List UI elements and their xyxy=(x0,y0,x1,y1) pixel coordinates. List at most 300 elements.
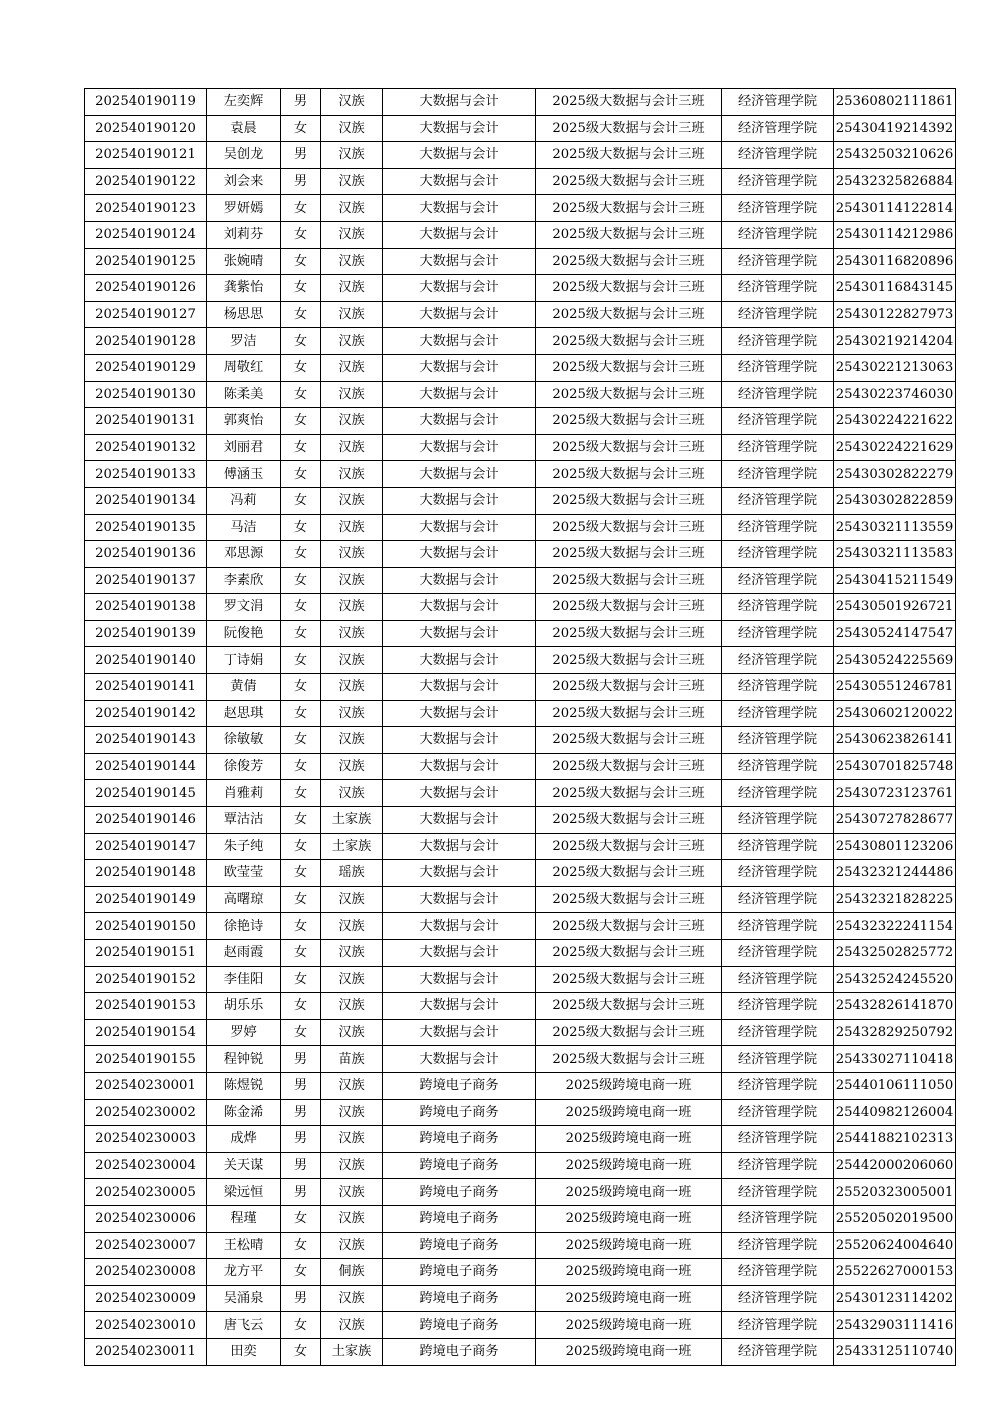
cell-sex: 男 xyxy=(281,1099,321,1126)
cell-student_id: 202540190138 xyxy=(85,594,207,621)
cell-sex: 女 xyxy=(281,221,321,248)
cell-student_id: 202540190130 xyxy=(85,381,207,408)
table-row xyxy=(85,1285,956,1312)
cell-department: 经济管理学院 xyxy=(722,1285,834,1312)
cell-department: 经济管理学院 xyxy=(722,807,834,834)
cell-class: 2025级大数据与会计三班 xyxy=(536,833,722,860)
cell-sex: 女 xyxy=(281,301,321,328)
cell-sex: 女 xyxy=(281,1205,321,1232)
cell-ethnicity: 汉族 xyxy=(321,594,383,621)
cell-department: 经济管理学院 xyxy=(722,993,834,1020)
cell-department: 经济管理学院 xyxy=(722,487,834,514)
cell-exam_number: 25520323005001 xyxy=(834,1179,956,1206)
cell-major: 大数据与会计 xyxy=(383,248,536,275)
cell-ethnicity: 汉族 xyxy=(321,966,383,993)
cell-class: 2025级跨境电商一班 xyxy=(536,1099,722,1126)
cell-student_id: 202540190148 xyxy=(85,860,207,887)
cell-student_id: 202540230005 xyxy=(85,1179,207,1206)
cell-student_id: 202540190135 xyxy=(85,514,207,541)
cell-major: 大数据与会计 xyxy=(383,753,536,780)
cell-student_id: 202540190144 xyxy=(85,753,207,780)
cell-exam_number: 25430419214392 xyxy=(834,115,956,142)
table-row xyxy=(85,913,956,940)
table-row xyxy=(85,461,956,488)
cell-sex: 女 xyxy=(281,275,321,302)
cell-ethnicity: 汉族 xyxy=(321,195,383,222)
cell-ethnicity: 汉族 xyxy=(321,1152,383,1179)
table-row xyxy=(85,807,956,834)
cell-ethnicity: 汉族 xyxy=(321,328,383,355)
cell-name: 冯莉 xyxy=(207,487,281,514)
table-row xyxy=(85,541,956,568)
cell-sex: 女 xyxy=(281,860,321,887)
cell-name: 徐敏敏 xyxy=(207,727,281,754)
cell-name: 肖雅莉 xyxy=(207,780,281,807)
cell-student_id: 202540230006 xyxy=(85,1205,207,1232)
cell-exam_number: 25430623826141 xyxy=(834,727,956,754)
cell-student_id: 202540190143 xyxy=(85,727,207,754)
cell-class: 2025级大数据与会计三班 xyxy=(536,1019,722,1046)
cell-department: 经济管理学院 xyxy=(722,753,834,780)
cell-class: 2025级大数据与会计三班 xyxy=(536,461,722,488)
cell-class: 2025级大数据与会计三班 xyxy=(536,594,722,621)
table-row xyxy=(85,966,956,993)
cell-department: 经济管理学院 xyxy=(722,1338,834,1365)
cell-student_id: 202540190152 xyxy=(85,966,207,993)
cell-student_id: 202540190140 xyxy=(85,647,207,674)
cell-name: 陈煜锐 xyxy=(207,1072,281,1099)
cell-sex: 女 xyxy=(281,514,321,541)
cell-ethnicity: 汉族 xyxy=(321,620,383,647)
cell-department: 经济管理学院 xyxy=(722,1072,834,1099)
cell-exam_number: 25430321113559 xyxy=(834,514,956,541)
cell-major: 大数据与会计 xyxy=(383,833,536,860)
cell-exam_number: 25432524245520 xyxy=(834,966,956,993)
cell-ethnicity: 汉族 xyxy=(321,89,383,116)
cell-student_id: 202540190119 xyxy=(85,89,207,116)
cell-class: 2025级跨境电商一班 xyxy=(536,1126,722,1153)
cell-student_id: 202540190125 xyxy=(85,248,207,275)
cell-sex: 女 xyxy=(281,567,321,594)
cell-class: 2025级大数据与会计三班 xyxy=(536,727,722,754)
cell-name: 梁远恒 xyxy=(207,1179,281,1206)
cell-sex: 女 xyxy=(281,727,321,754)
cell-class: 2025级大数据与会计三班 xyxy=(536,913,722,940)
cell-sex: 女 xyxy=(281,780,321,807)
cell-exam_number: 25430224221622 xyxy=(834,408,956,435)
table-row xyxy=(85,567,956,594)
cell-student_id: 202540230007 xyxy=(85,1232,207,1259)
cell-ethnicity: 瑶族 xyxy=(321,860,383,887)
cell-exam_number: 25432503210626 xyxy=(834,142,956,169)
cell-major: 大数据与会计 xyxy=(383,1019,536,1046)
cell-name: 徐艳诗 xyxy=(207,913,281,940)
cell-student_id: 202540190127 xyxy=(85,301,207,328)
cell-ethnicity: 汉族 xyxy=(321,541,383,568)
cell-ethnicity: 汉族 xyxy=(321,434,383,461)
cell-sex: 女 xyxy=(281,354,321,381)
cell-ethnicity: 汉族 xyxy=(321,221,383,248)
cell-sex: 女 xyxy=(281,807,321,834)
cell-sex: 女 xyxy=(281,381,321,408)
cell-name: 陈柔美 xyxy=(207,381,281,408)
cell-sex: 女 xyxy=(281,886,321,913)
cell-major: 大数据与会计 xyxy=(383,221,536,248)
cell-sex: 女 xyxy=(281,674,321,701)
cell-department: 经济管理学院 xyxy=(722,780,834,807)
table-row xyxy=(85,487,956,514)
cell-department: 经济管理学院 xyxy=(722,541,834,568)
table-row xyxy=(85,168,956,195)
cell-major: 大数据与会计 xyxy=(383,434,536,461)
cell-ethnicity: 汉族 xyxy=(321,940,383,967)
cell-major: 大数据与会计 xyxy=(383,594,536,621)
table-row xyxy=(85,328,956,355)
cell-student_id: 202540230002 xyxy=(85,1099,207,1126)
cell-major: 跨境电子商务 xyxy=(383,1312,536,1339)
cell-major: 大数据与会计 xyxy=(383,674,536,701)
cell-exam_number: 25430415211549 xyxy=(834,567,956,594)
cell-name: 成烨 xyxy=(207,1126,281,1153)
cell-student_id: 202540190149 xyxy=(85,886,207,913)
cell-name: 徐俊芳 xyxy=(207,753,281,780)
cell-exam_number: 25430123114202 xyxy=(834,1285,956,1312)
cell-class: 2025级大数据与会计三班 xyxy=(536,195,722,222)
cell-ethnicity: 汉族 xyxy=(321,381,383,408)
cell-class: 2025级跨境电商一班 xyxy=(536,1312,722,1339)
cell-exam_number: 25432829250792 xyxy=(834,1019,956,1046)
cell-department: 经济管理学院 xyxy=(722,115,834,142)
cell-exam_number: 25430114212986 xyxy=(834,221,956,248)
cell-name: 覃沽沽 xyxy=(207,807,281,834)
cell-major: 跨境电子商务 xyxy=(383,1338,536,1365)
cell-student_id: 202540190126 xyxy=(85,275,207,302)
cell-department: 经济管理学院 xyxy=(722,1099,834,1126)
cell-department: 经济管理学院 xyxy=(722,1205,834,1232)
cell-exam_number: 25522627000153 xyxy=(834,1259,956,1286)
cell-class: 2025级大数据与会计三班 xyxy=(536,807,722,834)
cell-exam_number: 25432321244486 xyxy=(834,860,956,887)
table-row xyxy=(85,1046,956,1073)
cell-student_id: 202540190131 xyxy=(85,408,207,435)
cell-sex: 男 xyxy=(281,1072,321,1099)
cell-major: 大数据与会计 xyxy=(383,727,536,754)
cell-department: 经济管理学院 xyxy=(722,913,834,940)
cell-student_id: 202540190147 xyxy=(85,833,207,860)
cell-student_id: 202540190124 xyxy=(85,221,207,248)
cell-name: 李素欣 xyxy=(207,567,281,594)
cell-class: 2025级大数据与会计三班 xyxy=(536,940,722,967)
cell-student_id: 202540190133 xyxy=(85,461,207,488)
cell-student_id: 202540190155 xyxy=(85,1046,207,1073)
cell-major: 大数据与会计 xyxy=(383,168,536,195)
cell-sex: 女 xyxy=(281,461,321,488)
cell-major: 大数据与会计 xyxy=(383,514,536,541)
cell-class: 2025级大数据与会计三班 xyxy=(536,860,722,887)
cell-department: 经济管理学院 xyxy=(722,381,834,408)
table-row xyxy=(85,1338,956,1365)
cell-sex: 女 xyxy=(281,434,321,461)
cell-class: 2025级大数据与会计三班 xyxy=(536,700,722,727)
cell-department: 经济管理学院 xyxy=(722,700,834,727)
cell-sex: 女 xyxy=(281,1312,321,1339)
cell-major: 大数据与会计 xyxy=(383,195,536,222)
cell-student_id: 202540230003 xyxy=(85,1126,207,1153)
cell-student_id: 202540190134 xyxy=(85,487,207,514)
cell-student_id: 202540230011 xyxy=(85,1338,207,1365)
cell-class: 2025级大数据与会计三班 xyxy=(536,381,722,408)
cell-name: 高曙琼 xyxy=(207,886,281,913)
cell-ethnicity: 汉族 xyxy=(321,1072,383,1099)
cell-department: 经济管理学院 xyxy=(722,514,834,541)
cell-class: 2025级大数据与会计三班 xyxy=(536,886,722,913)
cell-ethnicity: 汉族 xyxy=(321,142,383,169)
cell-department: 经济管理学院 xyxy=(722,727,834,754)
cell-department: 经济管理学院 xyxy=(722,886,834,913)
cell-exam_number: 25441882102313 xyxy=(834,1126,956,1153)
cell-exam_number: 25440106111050 xyxy=(834,1072,956,1099)
cell-exam_number: 25430219214204 xyxy=(834,328,956,355)
cell-name: 龙方平 xyxy=(207,1259,281,1286)
cell-class: 2025级大数据与会计三班 xyxy=(536,487,722,514)
cell-major: 大数据与会计 xyxy=(383,354,536,381)
cell-ethnicity: 土家族 xyxy=(321,807,383,834)
cell-major: 大数据与会计 xyxy=(383,487,536,514)
cell-exam_number: 25430223746030 xyxy=(834,381,956,408)
table-row xyxy=(85,1205,956,1232)
cell-major: 大数据与会计 xyxy=(383,275,536,302)
cell-name: 胡乐乐 xyxy=(207,993,281,1020)
cell-exam_number: 25360802111861 xyxy=(834,89,956,116)
cell-student_id: 202540190154 xyxy=(85,1019,207,1046)
cell-ethnicity: 汉族 xyxy=(321,1285,383,1312)
cell-class: 2025级大数据与会计三班 xyxy=(536,168,722,195)
cell-major: 跨境电子商务 xyxy=(383,1259,536,1286)
cell-sex: 女 xyxy=(281,594,321,621)
cell-exam_number: 25430723123761 xyxy=(834,780,956,807)
cell-department: 经济管理学院 xyxy=(722,461,834,488)
cell-major: 大数据与会计 xyxy=(383,913,536,940)
cell-major: 大数据与会计 xyxy=(383,647,536,674)
cell-exam_number: 25430524225569 xyxy=(834,647,956,674)
cell-student_id: 202540190120 xyxy=(85,115,207,142)
cell-name: 张婉晴 xyxy=(207,248,281,275)
cell-department: 经济管理学院 xyxy=(722,833,834,860)
cell-student_id: 202540190137 xyxy=(85,567,207,594)
cell-department: 经济管理学院 xyxy=(722,674,834,701)
cell-ethnicity: 苗族 xyxy=(321,1046,383,1073)
cell-name: 郭爽怡 xyxy=(207,408,281,435)
cell-name: 王松晴 xyxy=(207,1232,281,1259)
cell-sex: 男 xyxy=(281,168,321,195)
cell-exam_number: 25430302822279 xyxy=(834,461,956,488)
cell-sex: 女 xyxy=(281,700,321,727)
cell-student_id: 202540230001 xyxy=(85,1072,207,1099)
cell-class: 2025级大数据与会计三班 xyxy=(536,993,722,1020)
cell-sex: 女 xyxy=(281,940,321,967)
cell-sex: 女 xyxy=(281,753,321,780)
cell-name: 丁诗娟 xyxy=(207,647,281,674)
cell-student_id: 202540190128 xyxy=(85,328,207,355)
cell-student_id: 202540190139 xyxy=(85,620,207,647)
table-row xyxy=(85,886,956,913)
cell-ethnicity: 汉族 xyxy=(321,753,383,780)
cell-exam_number: 25430321113583 xyxy=(834,541,956,568)
table-row xyxy=(85,248,956,275)
cell-class: 2025级大数据与会计三班 xyxy=(536,89,722,116)
cell-ethnicity: 汉族 xyxy=(321,1179,383,1206)
cell-exam_number: 25430302822859 xyxy=(834,487,956,514)
cell-major: 大数据与会计 xyxy=(383,301,536,328)
cell-name: 刘莉芬 xyxy=(207,221,281,248)
cell-department: 经济管理学院 xyxy=(722,1019,834,1046)
cell-sex: 女 xyxy=(281,1338,321,1365)
cell-ethnicity: 汉族 xyxy=(321,168,383,195)
table-row xyxy=(85,674,956,701)
cell-student_id: 202540190123 xyxy=(85,195,207,222)
cell-ethnicity: 土家族 xyxy=(321,833,383,860)
cell-name: 田奕 xyxy=(207,1338,281,1365)
cell-ethnicity: 汉族 xyxy=(321,461,383,488)
cell-department: 经济管理学院 xyxy=(722,354,834,381)
cell-department: 经济管理学院 xyxy=(722,275,834,302)
cell-major: 大数据与会计 xyxy=(383,89,536,116)
table-row xyxy=(85,142,956,169)
cell-major: 大数据与会计 xyxy=(383,381,536,408)
cell-department: 经济管理学院 xyxy=(722,301,834,328)
cell-sex: 女 xyxy=(281,647,321,674)
cell-ethnicity: 汉族 xyxy=(321,248,383,275)
table-row xyxy=(85,1259,956,1286)
cell-major: 大数据与会计 xyxy=(383,541,536,568)
cell-name: 罗婷 xyxy=(207,1019,281,1046)
cell-sex: 女 xyxy=(281,328,321,355)
cell-department: 经济管理学院 xyxy=(722,1312,834,1339)
roster-body xyxy=(85,89,956,1366)
cell-ethnicity: 汉族 xyxy=(321,886,383,913)
cell-exam_number: 25430501926721 xyxy=(834,594,956,621)
cell-student_id: 202540230009 xyxy=(85,1285,207,1312)
cell-sex: 男 xyxy=(281,1126,321,1153)
cell-exam_number: 25432826141870 xyxy=(834,993,956,1020)
table-row xyxy=(85,594,956,621)
cell-department: 经济管理学院 xyxy=(722,248,834,275)
cell-sex: 男 xyxy=(281,1046,321,1073)
cell-name: 朱子纯 xyxy=(207,833,281,860)
cell-class: 2025级大数据与会计三班 xyxy=(536,275,722,302)
cell-major: 大数据与会计 xyxy=(383,700,536,727)
cell-ethnicity: 汉族 xyxy=(321,115,383,142)
cell-major: 大数据与会计 xyxy=(383,807,536,834)
table-row xyxy=(85,620,956,647)
cell-exam_number: 25430116820896 xyxy=(834,248,956,275)
cell-major: 跨境电子商务 xyxy=(383,1099,536,1126)
cell-class: 2025级大数据与会计三班 xyxy=(536,221,722,248)
cell-name: 阮俊艳 xyxy=(207,620,281,647)
table-row xyxy=(85,1312,956,1339)
cell-major: 大数据与会计 xyxy=(383,940,536,967)
cell-major: 大数据与会计 xyxy=(383,142,536,169)
cell-student_id: 202540190122 xyxy=(85,168,207,195)
table-row xyxy=(85,700,956,727)
table-row xyxy=(85,1126,956,1153)
cell-class: 2025级大数据与会计三班 xyxy=(536,115,722,142)
table-row xyxy=(85,1232,956,1259)
cell-sex: 女 xyxy=(281,487,321,514)
cell-student_id: 202540230004 xyxy=(85,1152,207,1179)
cell-class: 2025级大数据与会计三班 xyxy=(536,142,722,169)
cell-department: 经济管理学院 xyxy=(722,620,834,647)
cell-exam_number: 25433125110740 xyxy=(834,1338,956,1365)
student-roster-table xyxy=(84,88,956,1366)
cell-ethnicity: 汉族 xyxy=(321,647,383,674)
cell-ethnicity: 汉族 xyxy=(321,780,383,807)
cell-major: 大数据与会计 xyxy=(383,1046,536,1073)
table-row xyxy=(85,115,956,142)
cell-exam_number: 25440982126004 xyxy=(834,1099,956,1126)
cell-department: 经济管理学院 xyxy=(722,1259,834,1286)
cell-department: 经济管理学院 xyxy=(722,1126,834,1153)
cell-major: 大数据与会计 xyxy=(383,886,536,913)
cell-student_id: 202540230008 xyxy=(85,1259,207,1286)
table-row xyxy=(85,434,956,461)
cell-ethnicity: 汉族 xyxy=(321,700,383,727)
cell-major: 大数据与会计 xyxy=(383,993,536,1020)
cell-department: 经济管理学院 xyxy=(722,221,834,248)
table-row xyxy=(85,647,956,674)
cell-major: 大数据与会计 xyxy=(383,860,536,887)
cell-department: 经济管理学院 xyxy=(722,142,834,169)
cell-exam_number: 25430551246781 xyxy=(834,674,956,701)
cell-exam_number: 25432322241154 xyxy=(834,913,956,940)
cell-ethnicity: 汉族 xyxy=(321,514,383,541)
table-row xyxy=(85,1179,956,1206)
cell-class: 2025级大数据与会计三班 xyxy=(536,966,722,993)
cell-ethnicity: 侗族 xyxy=(321,1259,383,1286)
cell-department: 经济管理学院 xyxy=(722,168,834,195)
cell-class: 2025级跨境电商一班 xyxy=(536,1338,722,1365)
cell-student_id: 202540190151 xyxy=(85,940,207,967)
cell-class: 2025级大数据与会计三班 xyxy=(536,354,722,381)
table-row xyxy=(85,381,956,408)
cell-name: 杨思思 xyxy=(207,301,281,328)
cell-exam_number: 25430801123206 xyxy=(834,833,956,860)
cell-name: 左奕辉 xyxy=(207,89,281,116)
table-row xyxy=(85,753,956,780)
cell-ethnicity: 汉族 xyxy=(321,275,383,302)
cell-major: 跨境电子商务 xyxy=(383,1205,536,1232)
cell-sex: 女 xyxy=(281,993,321,1020)
cell-exam_number: 25430116843145 xyxy=(834,275,956,302)
cell-exam_number: 25520502019500 xyxy=(834,1205,956,1232)
cell-department: 经济管理学院 xyxy=(722,408,834,435)
cell-exam_number: 25430221213063 xyxy=(834,354,956,381)
cell-ethnicity: 汉族 xyxy=(321,1312,383,1339)
table-row xyxy=(85,89,956,116)
cell-sex: 女 xyxy=(281,408,321,435)
cell-ethnicity: 汉族 xyxy=(321,301,383,328)
cell-student_id: 202540190153 xyxy=(85,993,207,1020)
cell-sex: 男 xyxy=(281,1179,321,1206)
cell-sex: 女 xyxy=(281,541,321,568)
table-row xyxy=(85,354,956,381)
cell-name: 李佳阳 xyxy=(207,966,281,993)
cell-sex: 女 xyxy=(281,833,321,860)
cell-sex: 女 xyxy=(281,115,321,142)
cell-class: 2025级大数据与会计三班 xyxy=(536,541,722,568)
cell-major: 大数据与会计 xyxy=(383,620,536,647)
cell-sex: 女 xyxy=(281,248,321,275)
